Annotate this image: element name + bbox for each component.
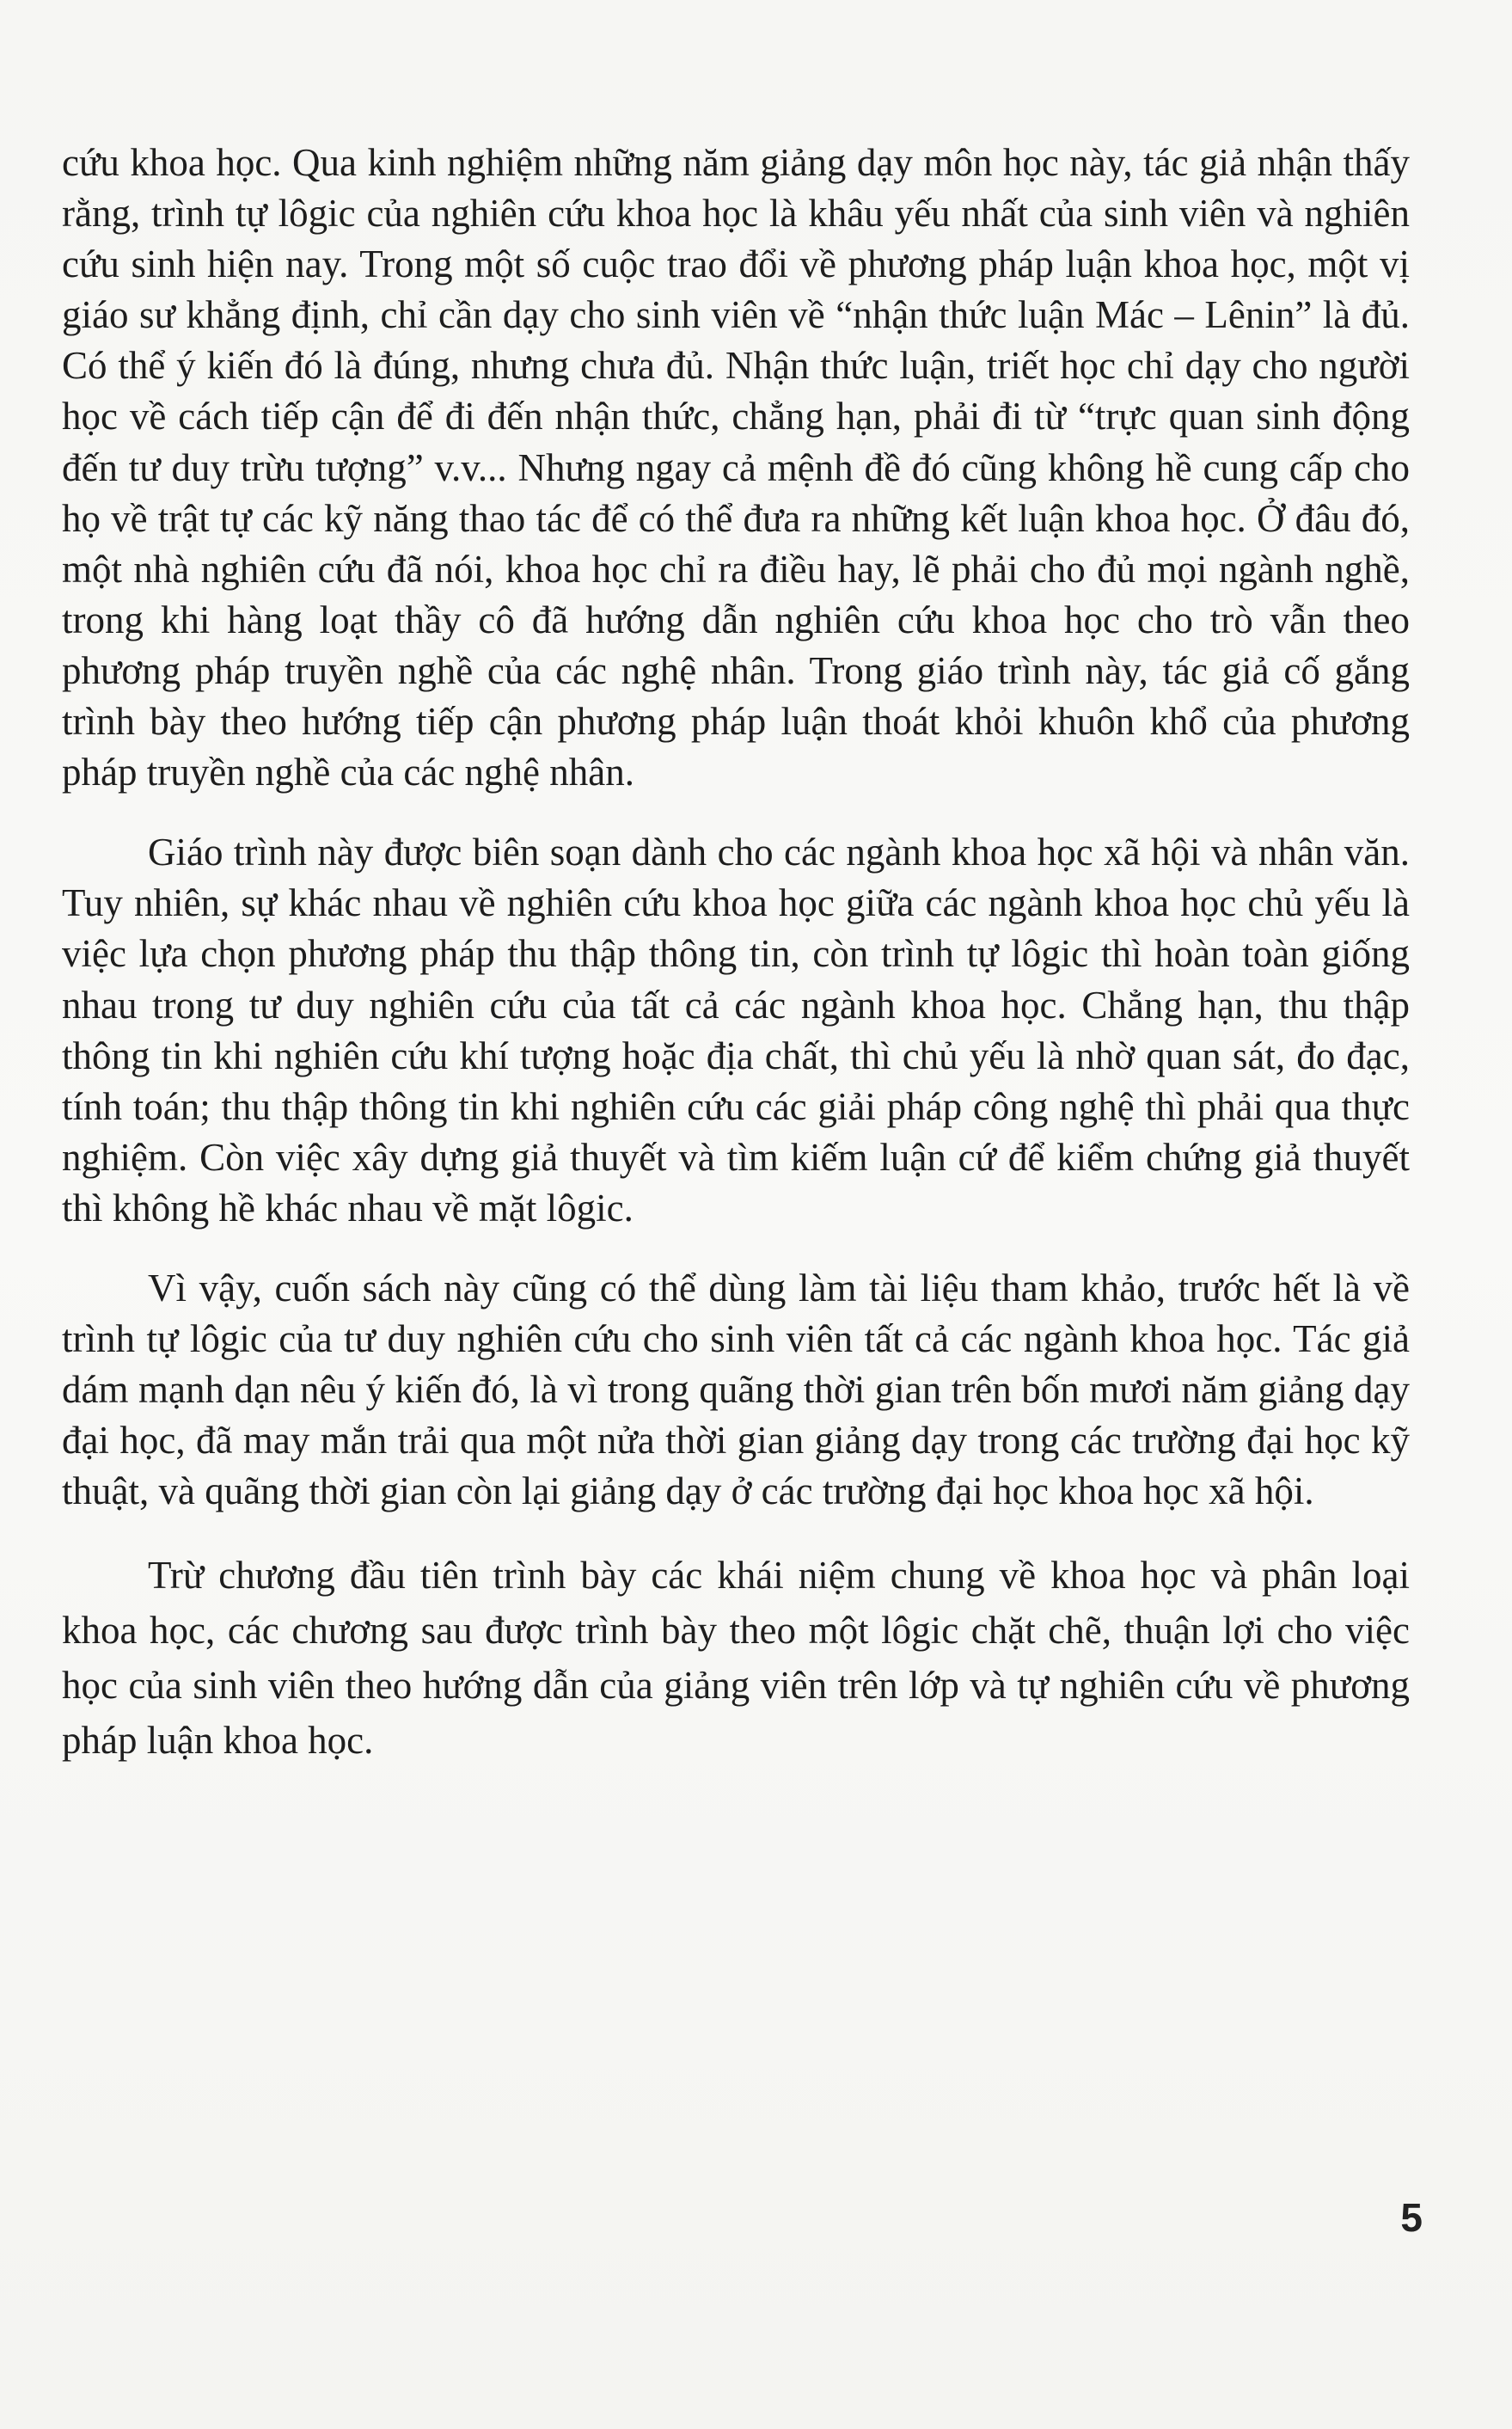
paragraph-3: Vì vậy, cuốn sách này cũng có thể dùng làm tài liệu tham khảo, trước hết là về trình tự lôgic của tư duy nghiên cứu cho sinh viên tất cả các ngành khoa học. Tác giả dám mạnh dạn nêu ý kiến đó, là vì trong quãng thời gian trên bốn mươi năm giảng dạy đại học, đã may mắn trải qua một nửa thời gian giảng dạy trong các trường đại học kỹ thuật, và quãng thời gian còn lại giảng dạy ở các trường đại học khoa học xã hội.	[62, 1266, 1410, 1513]
paragraph-1: cứu khoa học. Qua kinh nghiệm những năm giảng dạy môn học này, tác giả nhận thấy rằng, trình tự lôgic của nghiên cứu khoa học là khâu yếu nhất của sinh viên và nghiên cứu sinh hiện nay. Trong một số cuộc trao đổi về phương pháp luận khoa học, một vị giáo sư khẳng định, chỉ cần dạy cho sinh viên về “nhận thức luận Mác – Lênin” là đủ. Có thể ý kiến đó là đúng, nhưng chưa đủ. Nhận thức luận, triết học chỉ dạy cho người học về cách tiếp cận để đi đến nhận thức, chẳng hạn, phải đi từ “trực quan sinh động đến tư duy trừu tượng” v.v... Nhưng ngay cả mệnh đề đó cũng không hề cung cấp cho họ về trật tự các kỹ năng thao tác để có thể đưa ra những kết luận khoa học. Ở đâu đó, một nhà nghiên cứu đã nói, khoa học chỉ ra điều hay, lẽ phải cho đủ mọi ngành nghề, trong khi hàng loạt thầy cô đã hướng dẫn nghiên cứu khoa học cho trò vẫn theo phương pháp truyền nghề của các nghệ nhân. Trong giáo trình này, tác giả cố gắng trình bày theo hướng tiếp cận phương pháp luận thoát khỏi khuôn khổ của phương pháp truyền nghề của các nghệ nhân.	[62, 141, 1410, 794]
page-number: 5	[1400, 2195, 1423, 2240]
body-text	[62, 138, 1410, 1768]
paragraph-4: Trừ chương đầu tiên trình bày các khái niệm chung về khoa học và phân loại khoa học, các chương sau được trình bày theo một lôgic chặt chẽ, thuận lợi cho việc học của sinh viên theo hướng dẫn của giảng viên trên lớp và tự nghiên cứu về phương pháp luận khoa học.	[62, 1554, 1410, 1763]
paragraph-2: Giáo trình này được biên soạn dành cho các ngành khoa học xã hội và nhân văn. Tuy nhiên, sự khác nhau về nghiên cứu khoa học giữa các ngành khoa học chủ yếu là việc lựa chọn phương pháp thu thập thông tin, còn trình tự lôgic thì hoàn toàn giống nhau trong tư duy nghiên cứu của tất cả các ngành khoa học. Chẳng hạn, thu thập thông tin khi nghiên cứu khí tượng hoặc địa chất, thì chủ yếu là nhờ quan sát, đo đạc, tính toán; thu thập thông tin khi nghiên cứu các giải pháp công nghệ thì phải qua thực nghiệm. Còn việc xây dựng giả thuyết và tìm kiếm luận cứ để kiểm chứng giả thuyết thì không hề khác nhau về mặt lôgic.	[62, 831, 1410, 1230]
